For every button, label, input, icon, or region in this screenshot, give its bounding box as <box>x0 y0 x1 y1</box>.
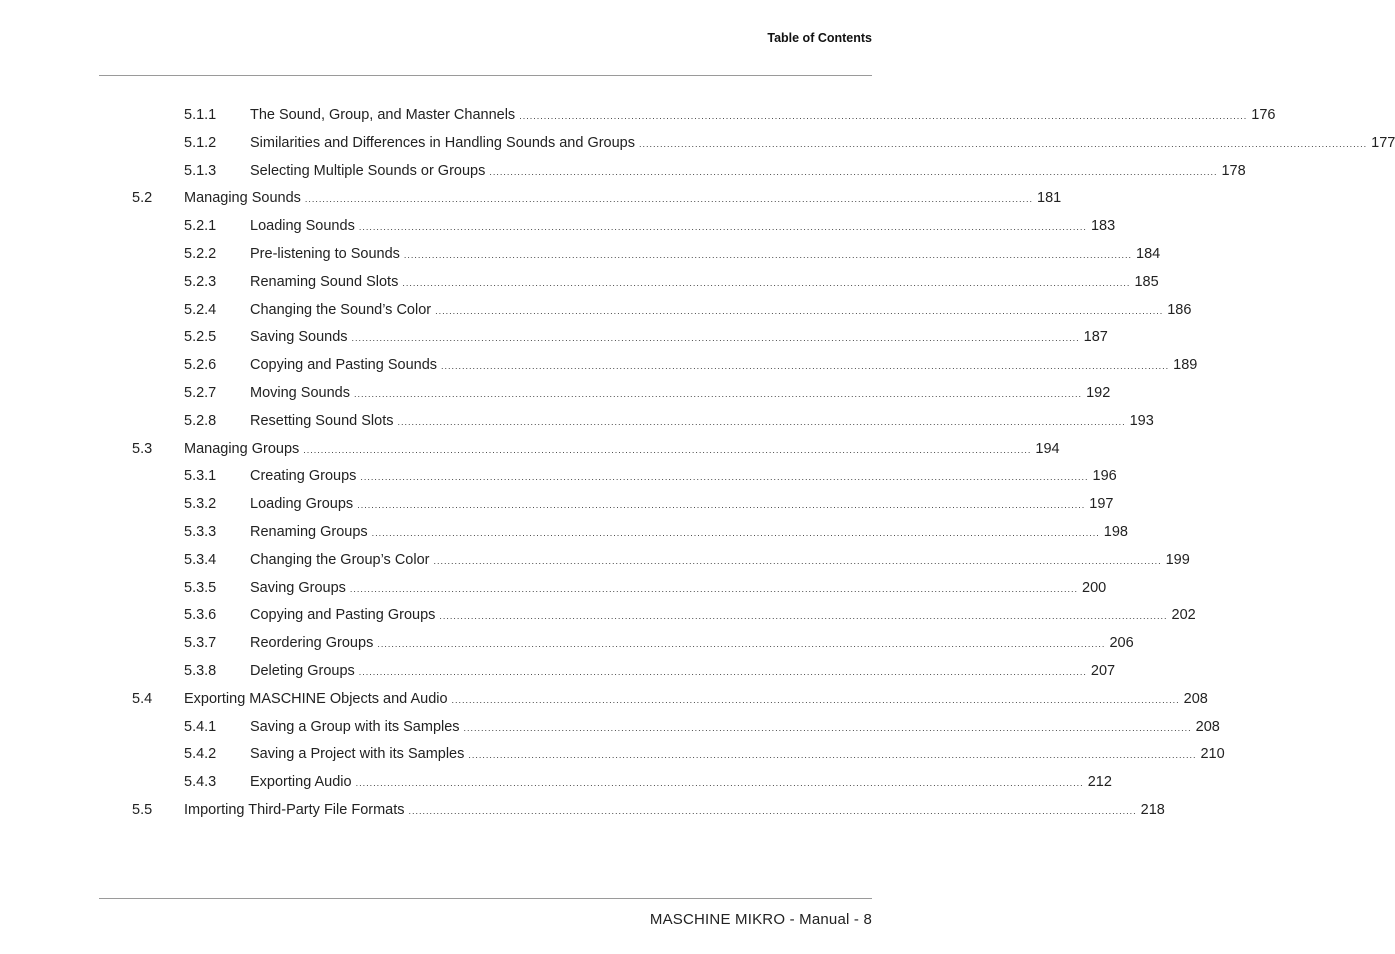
toc-dot-leader: ................................................................................................................................................................................................................ <box>463 722 1192 733</box>
toc-entry-body <box>250 603 1196 628</box>
toc-entry-body <box>250 103 1276 128</box>
toc-entry-body <box>250 353 1198 378</box>
toc-entry-page-number: 198 <box>1103 524 1128 540</box>
toc-entry-title: Managing Groups <box>184 440 300 457</box>
toc-entry[interactable] <box>0 270 1159 294</box>
toc-entry-title: Pre-listening to Sounds <box>250 246 400 262</box>
toc-entry-page-number: 210 <box>1200 746 1225 763</box>
toc-dot-leader: ................................................................................................................................................................................................................ <box>435 305 1164 316</box>
toc-dot-leader: ................................................................................................................................................................................................................ <box>433 555 1162 566</box>
toc-entry-body <box>250 242 1161 267</box>
toc-dot-leader: ................................................................................................................................................................................................................ <box>639 138 1368 149</box>
toc-dot-leader: ................................................................................................................................................................................................................ <box>439 611 1168 622</box>
toc-entry-page-number: 196 <box>1092 468 1117 485</box>
toc-dot-leader: ................................................................................................................................................................................................................ <box>304 194 1034 205</box>
toc-entry-body <box>250 270 1159 295</box>
toc-entry-page-number: 184 <box>1136 246 1161 262</box>
toc-entry-page-number: 186 <box>1167 301 1192 318</box>
toc-dot-leader: ................................................................................................................................................................................................................ <box>371 528 1100 538</box>
toc-entry-body <box>250 576 1107 601</box>
toc-entry-title: Resetting Sound Slots <box>250 412 394 429</box>
toc-entry[interactable] <box>0 742 1225 766</box>
toc-entry-number: 5.3.8 <box>184 663 217 679</box>
toc-entry-page-number: 192 <box>1086 385 1111 401</box>
toc-entry-page-number: 178 <box>1221 162 1246 179</box>
toc-entry-body <box>250 464 1117 489</box>
toc-entry-number: 5.5 <box>132 802 153 818</box>
toc-entry-body <box>250 298 1192 323</box>
toc-dot-leader: ................................................................................................................................................................................................................ <box>441 361 1170 372</box>
toc-dot-leader: ................................................................................................................................................................................................................ <box>357 500 1086 511</box>
toc-entry[interactable] <box>0 687 1208 711</box>
toc-dot-leader: ................................................................................................................................................................................................................ <box>408 806 1137 816</box>
toc-entry-body <box>250 548 1190 573</box>
toc-entry-number: 5.2.4 <box>184 301 217 318</box>
toc-entry-number: 5.3.4 <box>184 551 217 568</box>
toc-entry-number: 5.2.5 <box>184 329 217 346</box>
toc-entry-title: Copying and Pasting Groups <box>250 607 436 624</box>
toc-entry-title: Renaming Sound Slots <box>250 273 399 290</box>
toc-entry[interactable] <box>0 576 1107 600</box>
toc-entry-number: 5.3.2 <box>184 496 217 513</box>
toc-dot-leader: ................................................................................................................................................................................................................ <box>489 166 1218 177</box>
toc-entry-title: Selecting Multiple Sounds or Groups <box>250 162 486 179</box>
toc-entry-title: Saving Sounds <box>250 329 348 346</box>
toc-entry-title: The Sound, Group, and Master Channels <box>250 107 516 123</box>
toc-entry-title: Exporting Audio <box>250 774 352 791</box>
toc-entry[interactable] <box>0 159 1246 183</box>
toc-entry-body <box>184 798 1165 823</box>
toc-entry-number: 5.4.3 <box>184 774 217 791</box>
toc-entry-number: 5.3.3 <box>184 524 217 540</box>
page-footer: MASCHINE MIKRO - Manual - 8 <box>649 911 872 928</box>
toc-dot-leader: ................................................................................................................................................................................................................ <box>358 222 1087 233</box>
toc-entry[interactable] <box>0 325 1108 349</box>
toc-dot-leader: ................................................................................................................................................................................................................ <box>355 778 1084 789</box>
toc-entry-page-number: 189 <box>1173 357 1198 374</box>
toc-entry-page-number: 208 <box>1195 718 1220 735</box>
toc-entry[interactable] <box>0 715 1220 739</box>
toc-entry-title: Moving Sounds <box>250 385 350 401</box>
toc-entry[interactable] <box>0 214 1116 238</box>
toc-entry-page-number: 199 <box>1165 551 1190 568</box>
toc-entry[interactable] <box>0 353 1198 377</box>
toc-entry-number: 5.3.1 <box>184 468 217 485</box>
toc-entry[interactable] <box>0 464 1117 488</box>
toc-entry-number: 5.3.6 <box>184 607 217 624</box>
toc-entry[interactable] <box>0 798 1165 822</box>
toc-entry-number: 5.2.7 <box>184 385 217 401</box>
toc-dot-leader: ................................................................................................................................................................................................................ <box>303 444 1032 455</box>
toc-entry-title: Similarities and Differences in Handling Sounds and Groups <box>250 134 636 151</box>
toc-entry[interactable] <box>0 381 1111 405</box>
toc-entry[interactable] <box>0 298 1192 322</box>
toc-entry-title: Saving a Group with its Samples <box>250 718 460 735</box>
toc-entry-page-number: 183 <box>1090 218 1116 235</box>
toc-entry-body <box>250 520 1128 545</box>
toc-entry[interactable] <box>0 492 1114 516</box>
toc-entry-number: 5.1.2 <box>184 134 217 151</box>
toc-entry-page-number: 193 <box>1129 412 1154 429</box>
toc-entry-page-number: 200 <box>1082 579 1107 596</box>
toc-entry-title: Creating Groups <box>250 468 357 485</box>
toc-entry-page-number: 197 <box>1089 496 1114 513</box>
toc-entry-title: Loading Groups <box>250 496 354 513</box>
toc-dot-leader: ................................................................................................................................................................................................................ <box>358 667 1087 677</box>
toc-entry-title: Loading Sounds <box>250 218 355 235</box>
toc-entry-body <box>250 325 1108 350</box>
header-divider <box>99 75 872 76</box>
toc-entry[interactable] <box>0 603 1196 627</box>
toc-entry-number: 5.4 <box>132 690 153 707</box>
toc-entry[interactable] <box>0 186 1062 210</box>
toc-dot-leader: ................................................................................................................................................................................................................ <box>403 250 1133 260</box>
toc-entry[interactable] <box>0 548 1190 572</box>
toc-entry-page-number: 206 <box>1109 635 1134 652</box>
toc-dot-leader: ................................................................................................................................................................................................................ <box>468 750 1197 761</box>
toc-entry-body <box>250 770 1112 795</box>
toc-entry-number: 5.2.2 <box>184 246 217 262</box>
toc-entry-body <box>250 659 1116 684</box>
toc-dot-leader: ................................................................................................................................................................................................................ <box>349 583 1079 594</box>
toc-entry-body <box>250 409 1154 434</box>
toc-entry-body <box>250 214 1116 239</box>
toc-dot-leader: ................................................................................................................................................................................................................ <box>519 111 1248 121</box>
toc-entry-body <box>250 742 1225 767</box>
toc-dot-leader: ................................................................................................................................................................................................................ <box>397 416 1126 427</box>
toc-entry[interactable] <box>0 131 1395 155</box>
toc-entry-body <box>250 631 1134 656</box>
toc-dot-leader: ................................................................................................................................................................................................................ <box>451 694 1180 705</box>
toc-entry-page-number: 194 <box>1035 440 1060 457</box>
toc-entry-title: Importing Third-Party File Formats <box>184 802 405 818</box>
toc-entry[interactable] <box>0 409 1154 433</box>
toc-entry-title: Saving Groups <box>250 579 346 596</box>
footer-divider <box>99 898 872 899</box>
toc-entry-body <box>250 715 1220 740</box>
toc-entry-title: Reordering Groups <box>250 635 374 652</box>
toc-entry-number: 5.2.3 <box>184 273 217 290</box>
toc-entry[interactable] <box>0 103 1276 127</box>
toc-dot-leader: ................................................................................................................................................................................................................ <box>377 639 1106 650</box>
toc-entry-number: 5.3.7 <box>184 635 217 652</box>
toc-entry-number: 5.1.1 <box>184 107 217 123</box>
toc-entry[interactable] <box>0 659 1116 683</box>
toc-entry-page-number: 202 <box>1171 607 1196 624</box>
page-header-title: Table of Contents <box>767 31 872 45</box>
toc-entry-body <box>250 381 1111 406</box>
toc-entry-number: 5.1.3 <box>184 162 217 179</box>
toc-entry-number: 5.4.2 <box>184 746 217 763</box>
toc-entry-body <box>250 159 1246 184</box>
toc-entry-title: Managing Sounds <box>184 190 301 207</box>
toc-entry-title: Exporting MASCHINE Objects and Audio <box>184 690 448 707</box>
toc-entry-number: 5.2.6 <box>184 357 217 374</box>
toc-entry-title: Copying and Pasting Sounds <box>250 357 438 374</box>
toc-dot-leader: ................................................................................................................................................................................................................ <box>402 277 1131 288</box>
toc-entry[interactable] <box>0 242 1161 266</box>
toc-entry-page-number: 207 <box>1090 663 1116 679</box>
toc-entry-title: Changing the Sound’s Color <box>250 301 432 318</box>
toc-entry-page-number: 177 <box>1371 134 1395 151</box>
toc-entry[interactable] <box>0 631 1134 655</box>
toc-entry-page-number: 181 <box>1037 190 1062 207</box>
toc-entry-body <box>250 492 1114 517</box>
toc-entry-page-number: 185 <box>1134 273 1159 290</box>
toc-entry-number: 5.3.5 <box>184 579 217 596</box>
toc-entry-page-number: 212 <box>1087 774 1112 791</box>
toc-entry-page-number: 187 <box>1083 329 1108 346</box>
toc-dot-leader: ................................................................................................................................................................................................................ <box>351 333 1080 344</box>
toc-entry-number: 5.3 <box>132 440 153 457</box>
toc-entry-number: 5.2.1 <box>184 218 217 235</box>
toc-entry-title: Saving a Project with its Samples <box>250 746 465 763</box>
toc-entry[interactable] <box>0 770 1112 794</box>
toc-entry-title: Deleting Groups <box>250 663 355 679</box>
toc-entry-title: Renaming Groups <box>250 524 368 540</box>
toc-entry-title: Changing the Group’s Color <box>250 551 430 568</box>
toc-entry-number: 5.2 <box>132 190 153 207</box>
toc-entry-body <box>184 186 1062 211</box>
toc-entry-page-number: 218 <box>1140 802 1165 818</box>
toc-entry-body <box>250 131 1395 156</box>
toc-entry[interactable] <box>0 520 1128 544</box>
toc-entry-number: 5.2.8 <box>184 412 217 429</box>
toc-entry-number: 5.4.1 <box>184 718 217 735</box>
toc-dot-leader: ................................................................................................................................................................................................................ <box>360 472 1089 483</box>
toc-entry-body <box>184 687 1208 712</box>
toc-entry-page-number: 208 <box>1183 690 1208 707</box>
toc-entry[interactable] <box>0 437 1060 461</box>
toc-entry-page-number: 176 <box>1251 107 1276 123</box>
toc-entry-body <box>184 437 1060 462</box>
toc-dot-leader: ................................................................................................................................................................................................................ <box>353 389 1083 399</box>
